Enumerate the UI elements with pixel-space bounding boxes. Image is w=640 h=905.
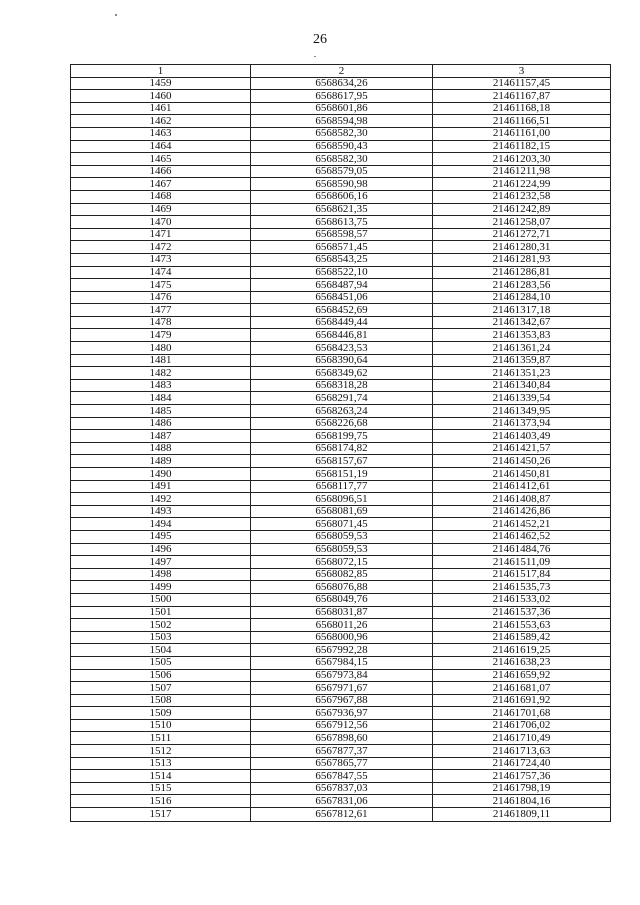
cell-y-coordinate: 21461462,52	[433, 530, 611, 543]
cell-y-coordinate: 21461317,18	[433, 304, 611, 317]
table-row	[71, 757, 611, 770]
cell-x-coordinate: 6568613,75	[251, 216, 433, 229]
table-row	[71, 329, 611, 342]
cell-y-coordinate: 21461638,23	[433, 656, 611, 669]
table-row	[71, 316, 611, 329]
cell-x-coordinate: 6567831,06	[251, 795, 433, 808]
cell-point-number: 1472	[71, 241, 251, 254]
table-row	[71, 581, 611, 594]
table-row	[71, 90, 611, 103]
cell-y-coordinate: 21461452,21	[433, 518, 611, 531]
cell-x-coordinate: 6568571,45	[251, 241, 433, 254]
cell-x-coordinate: 6568049,76	[251, 593, 433, 606]
cell-y-coordinate: 21461484,76	[433, 543, 611, 556]
cell-y-coordinate: 21461339,54	[433, 392, 611, 405]
cell-x-coordinate: 6568076,88	[251, 581, 433, 594]
cell-y-coordinate: 21461809,11	[433, 808, 611, 822]
cell-point-number: 1508	[71, 694, 251, 707]
cell-x-coordinate: 6568590,98	[251, 178, 433, 191]
cell-x-coordinate: 6568082,85	[251, 568, 433, 581]
cell-point-number: 1462	[71, 115, 251, 128]
cell-point-number: 1488	[71, 442, 251, 455]
table-row	[71, 606, 611, 619]
cell-x-coordinate: 6568151,19	[251, 468, 433, 481]
table-row	[71, 808, 611, 822]
cell-point-number: 1461	[71, 102, 251, 115]
cell-y-coordinate: 21461706,02	[433, 719, 611, 732]
cell-y-coordinate: 21461757,36	[433, 770, 611, 783]
cell-y-coordinate: 21461351,23	[433, 367, 611, 380]
cell-point-number: 1515	[71, 782, 251, 795]
cell-y-coordinate: 21461242,89	[433, 203, 611, 216]
page-number: 26	[313, 32, 327, 47]
cell-x-coordinate: 6568263,24	[251, 405, 433, 418]
cell-y-coordinate: 21461408,87	[433, 493, 611, 506]
cell-point-number: 1480	[71, 342, 251, 355]
column-header-y-coordinate: 3	[433, 65, 611, 78]
table-row	[71, 417, 611, 430]
cell-point-number: 1459	[71, 77, 251, 90]
cell-x-coordinate: 6568449,44	[251, 316, 433, 329]
table-row	[71, 719, 611, 732]
cell-y-coordinate: 21461211,98	[433, 165, 611, 178]
cell-x-coordinate: 6567898,60	[251, 732, 433, 745]
cell-y-coordinate: 21461258,07	[433, 216, 611, 229]
cell-y-coordinate: 21461691,92	[433, 694, 611, 707]
cell-y-coordinate: 21461804,16	[433, 795, 611, 808]
cell-point-number: 1460	[71, 90, 251, 103]
cell-x-coordinate: 6567877,37	[251, 745, 433, 758]
cell-x-coordinate: 6567971,67	[251, 682, 433, 695]
cell-y-coordinate: 21461232,58	[433, 190, 611, 203]
cell-x-coordinate: 6567865,77	[251, 757, 433, 770]
cell-x-coordinate: 6568606,16	[251, 190, 433, 203]
table-row	[71, 279, 611, 292]
cell-y-coordinate: 21461701,68	[433, 707, 611, 720]
cell-point-number: 1469	[71, 203, 251, 216]
cell-y-coordinate: 21461517,84	[433, 568, 611, 581]
cell-point-number: 1498	[71, 568, 251, 581]
cell-y-coordinate: 21461284,10	[433, 291, 611, 304]
cell-point-number: 1466	[71, 165, 251, 178]
cell-x-coordinate: 6568157,67	[251, 455, 433, 468]
cell-x-coordinate: 6568291,74	[251, 392, 433, 405]
cell-x-coordinate: 6568594,98	[251, 115, 433, 128]
table-row	[71, 178, 611, 191]
table-row	[71, 745, 611, 758]
cell-y-coordinate: 21461537,36	[433, 606, 611, 619]
cell-y-coordinate: 21461272,71	[433, 228, 611, 241]
cell-y-coordinate: 21461724,40	[433, 757, 611, 770]
cell-y-coordinate: 21461281,93	[433, 253, 611, 266]
cell-point-number: 1487	[71, 430, 251, 443]
cell-point-number: 1510	[71, 719, 251, 732]
cell-y-coordinate: 21461224,99	[433, 178, 611, 191]
table-row	[71, 165, 611, 178]
cell-point-number: 1513	[71, 757, 251, 770]
cell-x-coordinate: 6567992,28	[251, 644, 433, 657]
table-row	[71, 568, 611, 581]
cell-point-number: 1495	[71, 530, 251, 543]
cell-point-number: 1494	[71, 518, 251, 531]
table-row	[71, 430, 611, 443]
table-row	[71, 140, 611, 153]
cell-point-number: 1470	[71, 216, 251, 229]
table-row	[71, 631, 611, 644]
cell-point-number: 1500	[71, 593, 251, 606]
cell-x-coordinate: 6568590,43	[251, 140, 433, 153]
cell-y-coordinate: 21461619,25	[433, 644, 611, 657]
cell-point-number: 1503	[71, 631, 251, 644]
table-row	[71, 405, 611, 418]
column-header-point-number: 1	[71, 65, 251, 78]
cell-point-number: 1484	[71, 392, 251, 405]
cell-y-coordinate: 21461157,45	[433, 77, 611, 90]
table-row	[71, 682, 611, 695]
cell-x-coordinate: 6568318,28	[251, 379, 433, 392]
cell-x-coordinate: 6568601,86	[251, 102, 433, 115]
cell-x-coordinate: 6568582,30	[251, 127, 433, 140]
cell-x-coordinate: 6568487,94	[251, 279, 433, 292]
cell-point-number: 1473	[71, 253, 251, 266]
table-row	[71, 228, 611, 241]
cell-point-number: 1493	[71, 505, 251, 518]
cell-point-number: 1474	[71, 266, 251, 279]
cell-x-coordinate: 6568617,95	[251, 90, 433, 103]
cell-y-coordinate: 21461168,18	[433, 102, 611, 115]
cell-y-coordinate: 21461167,87	[433, 90, 611, 103]
cell-y-coordinate: 21461203,30	[433, 153, 611, 166]
cell-x-coordinate: 6568096,51	[251, 493, 433, 506]
cell-x-coordinate: 6568226,68	[251, 417, 433, 430]
cell-x-coordinate: 6568451,06	[251, 291, 433, 304]
cell-y-coordinate: 21461361,24	[433, 342, 611, 355]
table-row	[71, 782, 611, 795]
scan-artifact	[314, 56, 316, 57]
cell-y-coordinate: 21461161,00	[433, 127, 611, 140]
cell-x-coordinate: 6568452,69	[251, 304, 433, 317]
cell-point-number: 1505	[71, 656, 251, 669]
cell-x-coordinate: 6567936,97	[251, 707, 433, 720]
cell-x-coordinate: 6568446,81	[251, 329, 433, 342]
cell-x-coordinate: 6567973,84	[251, 669, 433, 682]
cell-point-number: 1482	[71, 367, 251, 380]
table-row	[71, 480, 611, 493]
cell-x-coordinate: 6568072,15	[251, 556, 433, 569]
table-row	[71, 505, 611, 518]
table-row	[71, 795, 611, 808]
cell-point-number: 1463	[71, 127, 251, 140]
table-body	[71, 77, 611, 821]
table-row	[71, 203, 611, 216]
table-row	[71, 392, 611, 405]
cell-x-coordinate: 6567812,61	[251, 808, 433, 822]
cell-point-number: 1465	[71, 153, 251, 166]
cell-x-coordinate: 6568522,10	[251, 266, 433, 279]
table-row	[71, 593, 611, 606]
cell-y-coordinate: 21461182,15	[433, 140, 611, 153]
cell-x-coordinate: 6567967,88	[251, 694, 433, 707]
cell-point-number: 1499	[71, 581, 251, 594]
cell-x-coordinate: 6568621,35	[251, 203, 433, 216]
cell-point-number: 1491	[71, 480, 251, 493]
cell-x-coordinate: 6568059,53	[251, 543, 433, 556]
table-row	[71, 518, 611, 531]
table-row	[71, 77, 611, 90]
cell-x-coordinate: 6568000,96	[251, 631, 433, 644]
cell-point-number: 1516	[71, 795, 251, 808]
cell-x-coordinate: 6567984,15	[251, 656, 433, 669]
table-row	[71, 530, 611, 543]
cell-point-number: 1477	[71, 304, 251, 317]
table-row	[71, 379, 611, 392]
cell-y-coordinate: 21461713,63	[433, 745, 611, 758]
cell-point-number: 1475	[71, 279, 251, 292]
cell-y-coordinate: 21461535,73	[433, 581, 611, 594]
cell-y-coordinate: 21461511,09	[433, 556, 611, 569]
cell-y-coordinate: 21461798,19	[433, 782, 611, 795]
cell-y-coordinate: 21461359,87	[433, 354, 611, 367]
cell-point-number: 1511	[71, 732, 251, 745]
table-row	[71, 115, 611, 128]
cell-point-number: 1489	[71, 455, 251, 468]
cell-y-coordinate: 21461533,02	[433, 593, 611, 606]
cell-y-coordinate: 21461166,51	[433, 115, 611, 128]
cell-x-coordinate: 6568543,25	[251, 253, 433, 266]
table-row	[71, 669, 611, 682]
column-header-x-coordinate: 2	[251, 65, 433, 78]
table-row	[71, 304, 611, 317]
table-row	[71, 493, 611, 506]
cell-x-coordinate: 6567847,55	[251, 770, 433, 783]
table-row	[71, 367, 611, 380]
cell-point-number: 1478	[71, 316, 251, 329]
cell-y-coordinate: 21461373,94	[433, 417, 611, 430]
cell-y-coordinate: 21461286,81	[433, 266, 611, 279]
table-row	[71, 266, 611, 279]
table-row	[71, 543, 611, 556]
cell-x-coordinate: 6568598,57	[251, 228, 433, 241]
cell-y-coordinate: 21461412,61	[433, 480, 611, 493]
table-header-row	[71, 65, 611, 78]
cell-y-coordinate: 21461450,81	[433, 468, 611, 481]
coordinates-table	[70, 64, 611, 822]
cell-point-number: 1502	[71, 619, 251, 632]
cell-point-number: 1497	[71, 556, 251, 569]
cell-x-coordinate: 6568011,26	[251, 619, 433, 632]
cell-point-number: 1507	[71, 682, 251, 695]
cell-x-coordinate: 6568174,82	[251, 442, 433, 455]
cell-x-coordinate: 6568634,26	[251, 77, 433, 90]
table-row	[71, 468, 611, 481]
table-row	[71, 707, 611, 720]
table-row	[71, 127, 611, 140]
cell-x-coordinate: 6568199,75	[251, 430, 433, 443]
cell-point-number: 1506	[71, 669, 251, 682]
cell-x-coordinate: 6568423,53	[251, 342, 433, 355]
cell-point-number: 1471	[71, 228, 251, 241]
cell-point-number: 1485	[71, 405, 251, 418]
cell-point-number: 1512	[71, 745, 251, 758]
table-row	[71, 556, 611, 569]
cell-point-number: 1467	[71, 178, 251, 191]
cell-point-number: 1490	[71, 468, 251, 481]
cell-point-number: 1481	[71, 354, 251, 367]
table-row	[71, 442, 611, 455]
cell-point-number: 1492	[71, 493, 251, 506]
table-row	[71, 770, 611, 783]
table-row	[71, 291, 611, 304]
cell-x-coordinate: 6568390,64	[251, 354, 433, 367]
cell-point-number: 1517	[71, 808, 251, 822]
cell-point-number: 1486	[71, 417, 251, 430]
table-row	[71, 732, 611, 745]
table-row	[71, 455, 611, 468]
cell-point-number: 1468	[71, 190, 251, 203]
cell-point-number: 1496	[71, 543, 251, 556]
cell-y-coordinate: 21461403,49	[433, 430, 611, 443]
cell-y-coordinate: 21461342,67	[433, 316, 611, 329]
cell-x-coordinate: 6568349,62	[251, 367, 433, 380]
table-row	[71, 656, 611, 669]
cell-point-number: 1483	[71, 379, 251, 392]
cell-point-number: 1514	[71, 770, 251, 783]
cell-x-coordinate: 6568582,30	[251, 153, 433, 166]
cell-y-coordinate: 21461426,86	[433, 505, 611, 518]
table-row	[71, 253, 611, 266]
cell-y-coordinate: 21461283,56	[433, 279, 611, 292]
cell-y-coordinate: 21461681,07	[433, 682, 611, 695]
cell-x-coordinate: 6568059,53	[251, 530, 433, 543]
cell-y-coordinate: 21461280,31	[433, 241, 611, 254]
cell-x-coordinate: 6567912,56	[251, 719, 433, 732]
cell-y-coordinate: 21461659,92	[433, 669, 611, 682]
cell-y-coordinate: 21461349,95	[433, 405, 611, 418]
cell-y-coordinate: 21461553,63	[433, 619, 611, 632]
cell-x-coordinate: 6568031,87	[251, 606, 433, 619]
cell-point-number: 1501	[71, 606, 251, 619]
cell-x-coordinate: 6567837,03	[251, 782, 433, 795]
cell-y-coordinate: 21461340,84	[433, 379, 611, 392]
cell-point-number: 1504	[71, 644, 251, 657]
table-row	[71, 342, 611, 355]
table-row	[71, 694, 611, 707]
table-row	[71, 216, 611, 229]
cell-point-number: 1464	[71, 140, 251, 153]
table-row	[71, 241, 611, 254]
cell-y-coordinate: 21461710,49	[433, 732, 611, 745]
cell-y-coordinate: 21461421,57	[433, 442, 611, 455]
cell-x-coordinate: 6568081,69	[251, 505, 433, 518]
cell-x-coordinate: 6568117,77	[251, 480, 433, 493]
cell-x-coordinate: 6568071,45	[251, 518, 433, 531]
cell-point-number: 1476	[71, 291, 251, 304]
cell-y-coordinate: 21461450,26	[433, 455, 611, 468]
table-row	[71, 619, 611, 632]
cell-point-number: 1479	[71, 329, 251, 342]
table-row	[71, 153, 611, 166]
table-row	[71, 102, 611, 115]
table-row	[71, 354, 611, 367]
cell-x-coordinate: 6568579,05	[251, 165, 433, 178]
cell-point-number: 1509	[71, 707, 251, 720]
scan-artifact	[115, 14, 117, 16]
cell-y-coordinate: 21461589,42	[433, 631, 611, 644]
table-row	[71, 644, 611, 657]
cell-y-coordinate: 21461353,83	[433, 329, 611, 342]
table-row	[71, 190, 611, 203]
